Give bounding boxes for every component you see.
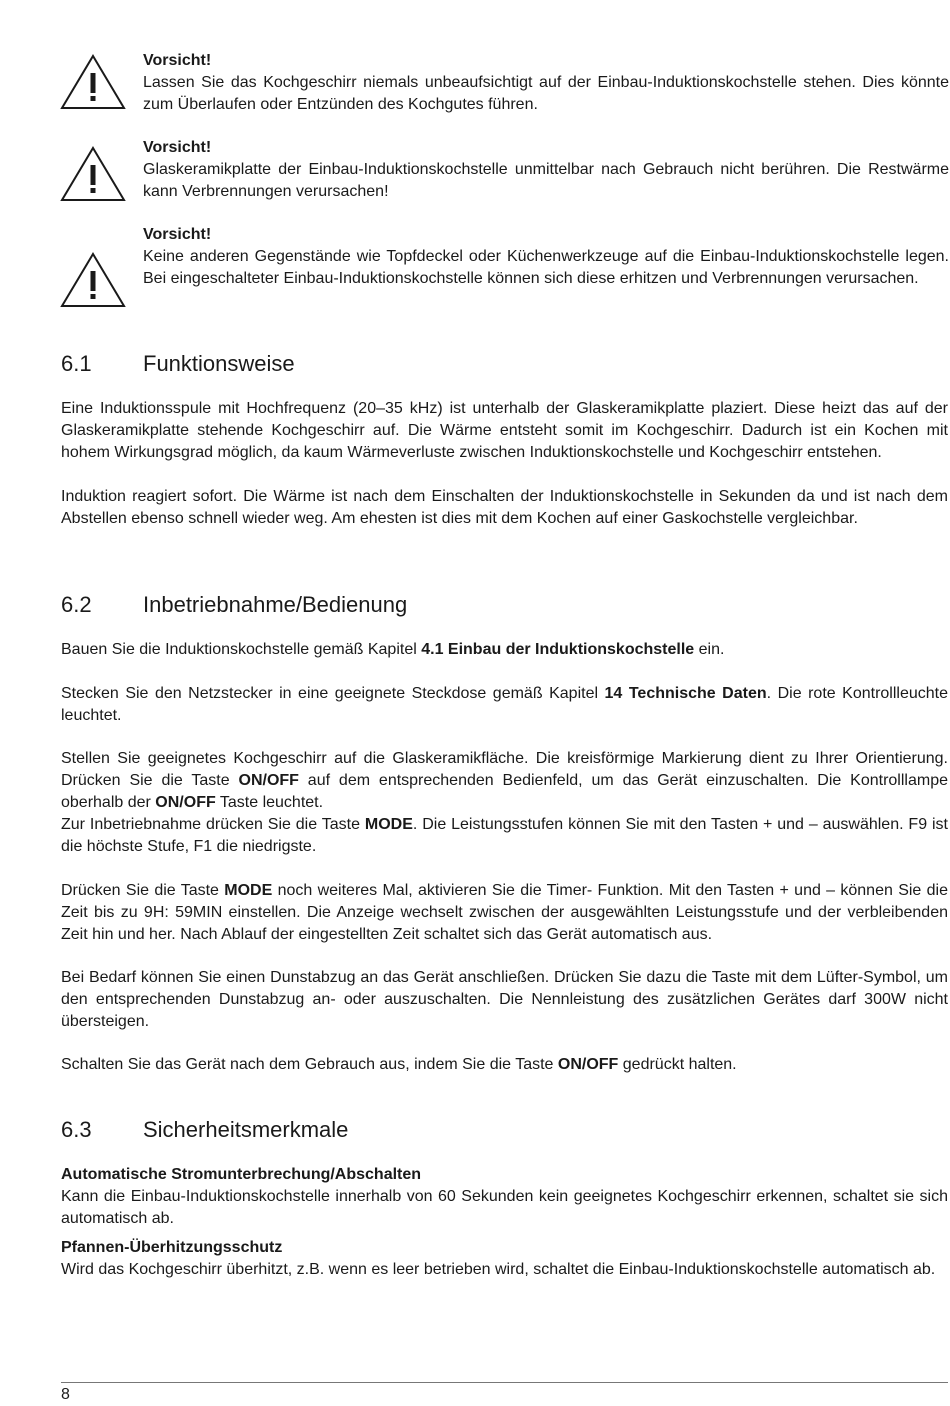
warning-triangle-icon (59, 53, 127, 111)
warning-text-block (143, 50, 949, 116)
text-run: Stecken Sie den Netzstecker in eine geeignete Steckdose gemäß Kapitel (61, 685, 605, 702)
paragraph (61, 814, 948, 858)
warning-text-block (143, 137, 949, 203)
text-run: Schalten Sie das Gerät nach dem Gebrauch aus, indem Sie die Taste (61, 1056, 558, 1073)
key-label: MODE (224, 882, 273, 899)
warning-triangle-icon (59, 145, 127, 203)
paragraph: Wird das Kochgeschirr überhitzt, z.B. wenn es leer betrieben wird, schaltet die Einbau-Induktionskochstelle automatisch ab. (61, 1261, 936, 1278)
subheading: Pfannen-Überhitzungsschutz (61, 1239, 283, 1256)
text-run: Zur Inbetriebnahme drücken Sie die Taste (61, 816, 365, 833)
warning-body: Glaskeramikplatte der Einbau-Induktionskochstelle unmittelbar nach Gebrauch nicht berühren. Die Restwärme kann Verbrennungen verursachen! (143, 161, 949, 200)
text-run: Stellen Sie geeignetes Kochgeschirr auf die Glaskeramikfläche. Die kreisförmige Markierung dient zu Ihrer Orientierung. Drücken Sie die Taste (61, 750, 948, 789)
paragraph (61, 639, 948, 661)
warning-title: Vorsicht! (143, 226, 212, 243)
text-run: Bauen Sie die Induktionskochstelle gemäß Kapitel (61, 641, 422, 658)
subheading: Automatische Stromunterbrechung/Abschalten (61, 1166, 422, 1183)
chapter-reference: 14 Technische Daten (604, 685, 767, 702)
key-label: MODE (364, 816, 413, 833)
warning-title: Vorsicht! (143, 139, 212, 156)
text-run: noch weiteres Mal, aktivieren Sie die Timer- Funktion. Mit den Tasten + und – können Sie die Zeit bis zu 9H: 59MIN einstellen. Die Anzeige wechselt zwischen der ausgewählten Leistungsstufe und der verbleibenden Zeit hin und her. Nach Ablauf der eingestellten Zeit schaltet sich das Gerät automatisch aus. (61, 882, 948, 943)
text-run: ein. (694, 641, 725, 658)
warning-text-block (143, 224, 949, 290)
text-run: Taste leuchtet. (215, 794, 324, 811)
text-run: . Die rote Kontrollleuchte leuchtet. (61, 685, 949, 724)
footer-divider (61, 1382, 948, 1383)
key-label: ON/OFF (238, 772, 299, 789)
paragraph: Bei Bedarf können Sie einen Dunstabzug an das Gerät anschließen. Drücken Sie dazu die Taste mit dem Lüfter-Symbol, um den entsprechenden Dunstabzug an- oder auszuschalten. Die Nennleistung des zusätzlichen Gerätes darf 300W nicht übersteigen. (61, 969, 948, 1030)
text-run: gedrückt halten. (618, 1056, 737, 1073)
warning-body: Keine anderen Gegenstände wie Topfdeckel oder Küchenwerkzeuge auf die Einbau-Induktionskochstelle legen. Bei eingeschalteter Einbau-Induktionskochstelle können sich diese erhitzen und Verbrennungen verursachen. (143, 248, 949, 287)
warning-body: Lassen Sie das Kochgeschirr niemals unbeaufsichtigt auf der Einbau-Induktionskochstelle stehen. Dies könnte zum Überlaufen oder Entzünden des Kochgutes führen. (143, 74, 949, 113)
section-title: Inbetriebnahme/Bedienung (143, 592, 408, 617)
section-title: Sicherheitsmerkmale (143, 1117, 349, 1142)
chapter-reference: 4.1 Einbau der Induktionskochstelle (421, 641, 695, 658)
page-number: 8 (61, 1386, 70, 1403)
key-label: ON/OFF (557, 1056, 619, 1073)
warning-triangle-icon (59, 251, 127, 309)
key-label: ON/OFF (155, 794, 216, 811)
text-run: auf dem entsprechenden Bedienfeld, um das Gerät einzuschalten. Die Kontrolllampe oberhalb der (61, 772, 948, 811)
paragraph: Induktion reagiert sofort. Die Wärme ist nach dem Einschalten der Induktionskochstelle in Sekunden da und ist nach dem Abstellen ebenso schnell wieder weg. Am ehesten ist dies mit dem Kochen auf einer Gaskochstelle vergleichbar. (61, 488, 948, 527)
paragraph (61, 1054, 948, 1076)
paragraph: Eine Induktionsspule mit Hochfrequenz (20–35 kHz) ist unterhalb der Glaskeramikplatte plaziert. Diese heizt das auf der Glaskeramikplatte stehende Kochgeschirr auf. Die Wärme entsteht somit im Kochgeschirr. Dadurch ist ein Kochen mit hohem Wirkungsgrad möglich, da kaum Wärmeverluste zwischen Induktionskochstelle und Kochgeschirr entstehen. (61, 400, 948, 461)
section-number: 6.2 (61, 592, 92, 617)
paragraph (61, 683, 948, 727)
text-run: Drücken Sie die Taste (61, 882, 225, 899)
paragraph (61, 748, 948, 814)
section-number: 6.1 (61, 351, 92, 376)
warning-title: Vorsicht! (143, 52, 212, 69)
paragraph: Kann die Einbau-Induktionskochstelle innerhalb von 60 Sekunden kein geeignetes Kochgeschirr erkennen, schaltet sie sich automatisch ab. (61, 1188, 948, 1227)
text-run: . Die Leistungsstufen können Sie mit den Tasten + und – auswählen. F9 ist die höchste Stufe, F1 die niedrigste. (61, 816, 948, 855)
section-number: 6.3 (61, 1117, 92, 1142)
paragraph (61, 880, 948, 946)
section-title: Funktionsweise (143, 351, 295, 376)
